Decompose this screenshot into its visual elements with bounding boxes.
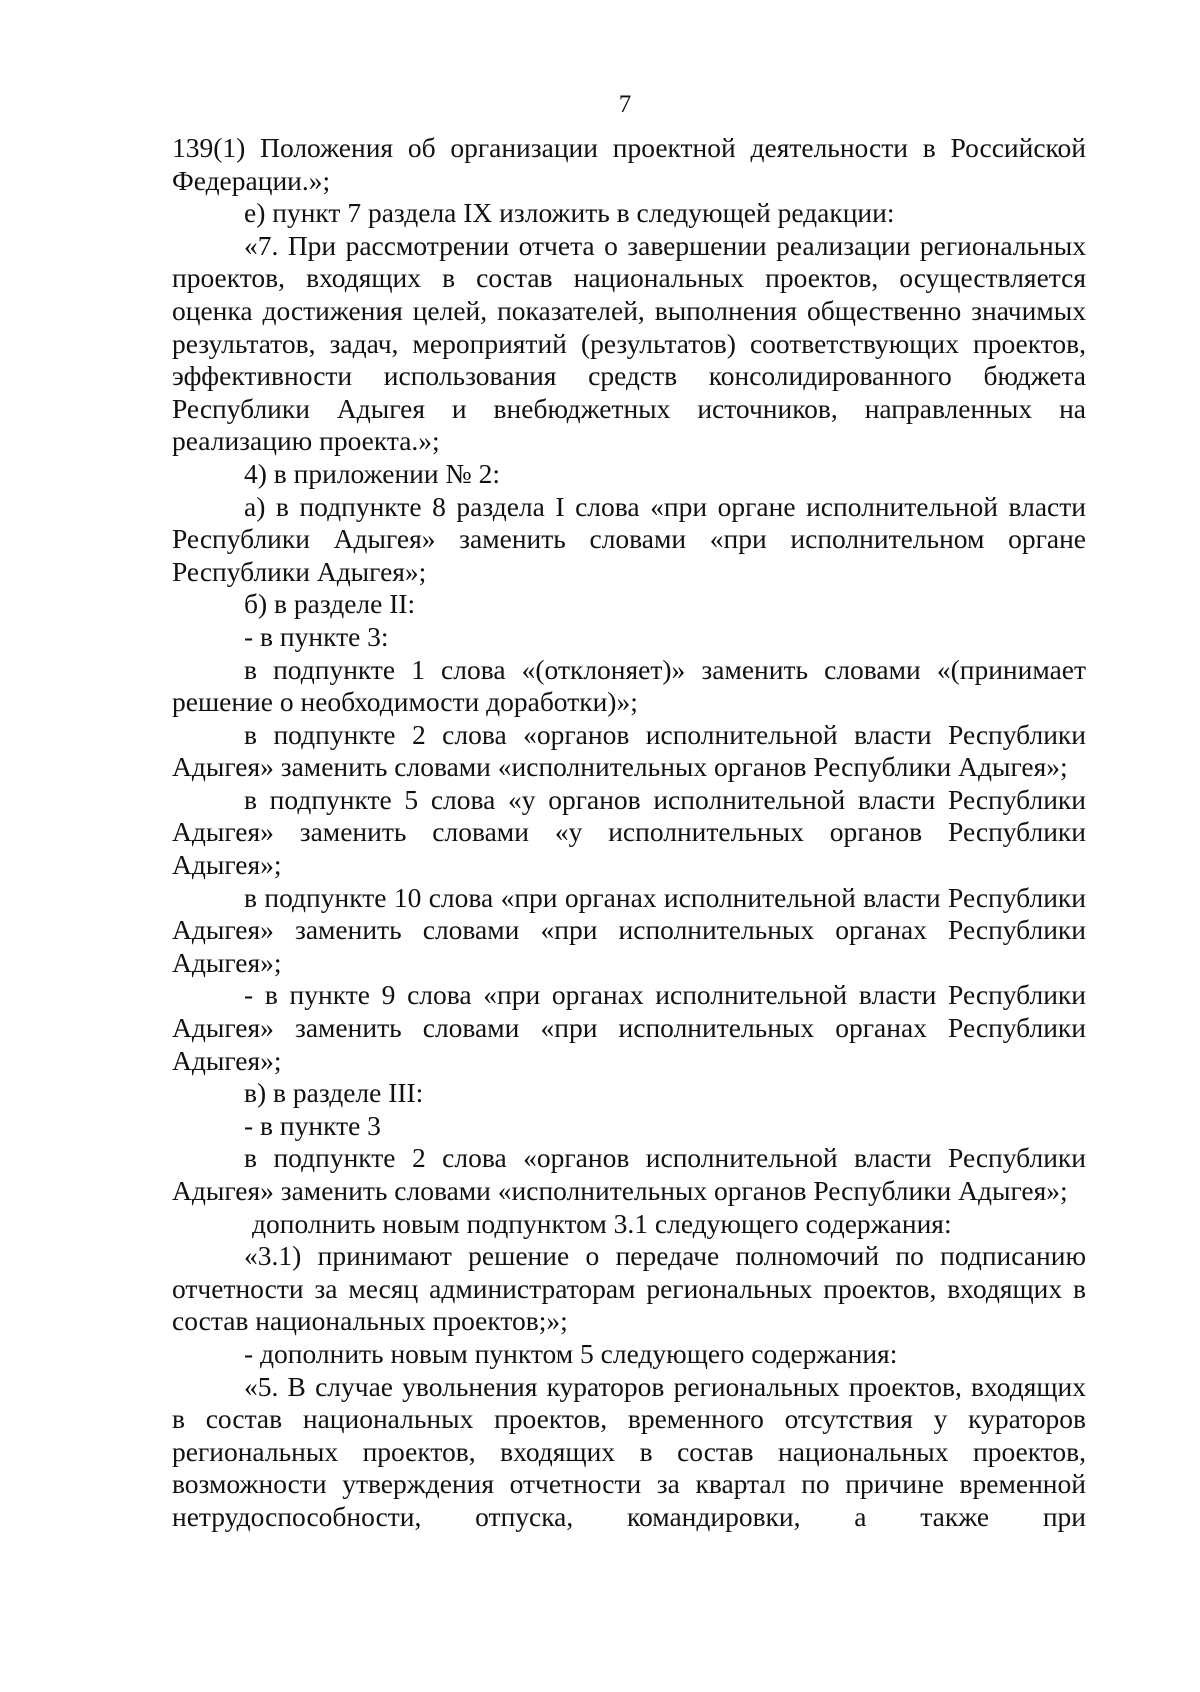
paragraph-19: «5. В случае увольнения кураторов региональных проектов, входящих в состав национальных проектов, временного отсутствия у кураторов региональных проектов, входящих в состав национальных проектов, возможности утверждения отчетности за квартал по причине временной нетрудоспособности, отпуска, командировки, а также при — [172, 1370, 1086, 1532]
paragraph-13: в) в разделе III: — [244, 1077, 424, 1109]
paragraph-10: в подпункте 5 слова «у органов исполнительной власти Республики Адыгея» заменить словами «у исполнительных органов Республики Адыгея»; — [172, 783, 1086, 881]
paragraph-4: 4) в приложении № 2: — [244, 457, 500, 489]
paragraph-16: дополнить новым подпунктом 3.1 следующего содержания: — [252, 1207, 952, 1239]
paragraph-2: е) пункт 7 раздела IX изложить в следующей редакции: — [244, 197, 895, 229]
paragraph-9: в подпункте 2 слова «органов исполнительной власти Республики Адыгея» заменить словами «исполнительных органов Республики Адыгея»; — [172, 718, 1086, 783]
paragraph-15: в подпункте 2 слова «органов исполнительной власти Республики Адыгея» заменить словами «исполнительных органов Республики Адыгея»; — [172, 1142, 1086, 1206]
paragraph-12: - в пункте 9 слова «при органах исполнительной власти Республики Адыгея» заменить словами «при исполнительных органах Республики Адыгея»; — [172, 979, 1086, 1076]
paragraph-7: - в пункте 3: — [244, 620, 389, 652]
paragraph-1: 139(1) Положения об организации проектной деятельности в Российской Федерации.»; — [172, 132, 1086, 196]
paragraph-5: а) в подпункте 8 раздела I слова «при органе исполнительной власти Республики Адыгея» заменить словами «при исполнительном органе Республики Адыгея»; — [172, 490, 1086, 587]
paragraph-3: «7. При рассмотрении отчета о завершении реализации региональных проектов, входящих в состав национальных проектов, осуществляется оценка достижения целей, показателей, выполнения общественно значимых результатов, задач, мероприятий (результатов) соответствующих проектов, эффективности использования средств консолидированного бюджета Республики Адыгея и внебюджетных источников, направленных на реализацию проекта.»; — [172, 229, 1086, 457]
paragraph-17: «3.1) принимают решение о передаче полномочий по подписанию отчетности за месяц администраторам региональных проектов, входящих в состав национальных проектов;»; — [172, 1240, 1086, 1337]
paragraph-11: в подпункте 10 слова «при органах исполнительной власти Республики Адыгея» заменить словами «при исполнительных органах Республики Адыгея»; — [172, 881, 1086, 978]
paragraph-8: в подпункте 1 слова «(отклоняет)» заменить словами «(принимает решение о необходимости доработки)»; — [172, 653, 1086, 718]
page-number: 7 — [618, 91, 632, 118]
paragraph-18: - дополнить новым пунктом 5 следующего содержания: — [244, 1337, 898, 1369]
document-body — [172, 132, 1086, 1534]
paragraph-14: - в пункте 3 — [244, 1109, 381, 1141]
paragraph-6: б) в разделе II: — [244, 588, 416, 620]
